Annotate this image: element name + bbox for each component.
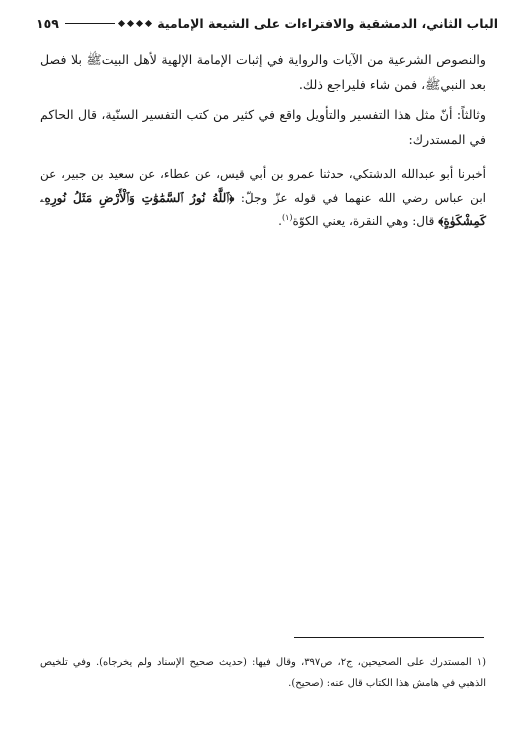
footnote xyxy=(40,652,486,694)
hadith-quote xyxy=(40,163,486,234)
ornament-dot xyxy=(145,19,152,26)
running-header xyxy=(36,10,498,36)
quran-verse: ﴿ٱللَّهُ نُورُ ٱلسَّمَٰوَٰتِ وَٱلْأَرْضِ مَثَلُ نُورِهِۦ كَمِشْكَوٰةٍ﴾ xyxy=(40,190,486,228)
footnote-number: (١ xyxy=(476,657,486,668)
paragraph-1: والنصوص الشرعية من الآيات والرواية في إثبات الإمامة الإلهية لأهل البيتﷺ بلا فصل بعد النبيﷺ، فمن شاء فليراجع ذلك. xyxy=(40,52,486,92)
ornament-line xyxy=(65,23,115,24)
footnote-separator xyxy=(294,637,484,638)
ornament-dot xyxy=(127,19,134,26)
quote-text: أخبرنا أبو عبدالله الدشتكي، حدثنا عمرو بن أبي قيس، عن عطاء، عن سعيد بن جبير، عن ابن عباس رضي الله عنهما في قوله عزّ وجلّ: xyxy=(40,167,486,205)
paragraph-2: وثالثاً: أنّ مثل هذا التفسير والتأويل واقع في كثير من كتب التفسير السنّية، قال الحاكم في المستدرك: xyxy=(40,107,486,147)
ornament-dot xyxy=(136,19,143,26)
quote-end: . xyxy=(278,214,282,228)
ornament-dots xyxy=(119,21,151,26)
ornament-dot xyxy=(118,19,125,26)
footnote-text: المستدرك على الصحيحين، ج٢، ص٣٩٧، وقال فيها: (حديث صحيح الإسناد ولم يخرجاه). وفي تلخيص الذهبي في هامش هذا الكتاب قال عنه: (صحيح). xyxy=(40,657,486,689)
header-ornament xyxy=(65,21,151,26)
quote-tail: قال: وهي النقرة، يعني الكوّة xyxy=(292,214,439,228)
footnote-reference[interactable]: (١) xyxy=(281,213,293,222)
page-number: ١٥٩ xyxy=(36,15,59,31)
chapter-title: الباب الثاني، الدمشقية والافتراءات على الشيعة الإمامية xyxy=(157,15,498,31)
